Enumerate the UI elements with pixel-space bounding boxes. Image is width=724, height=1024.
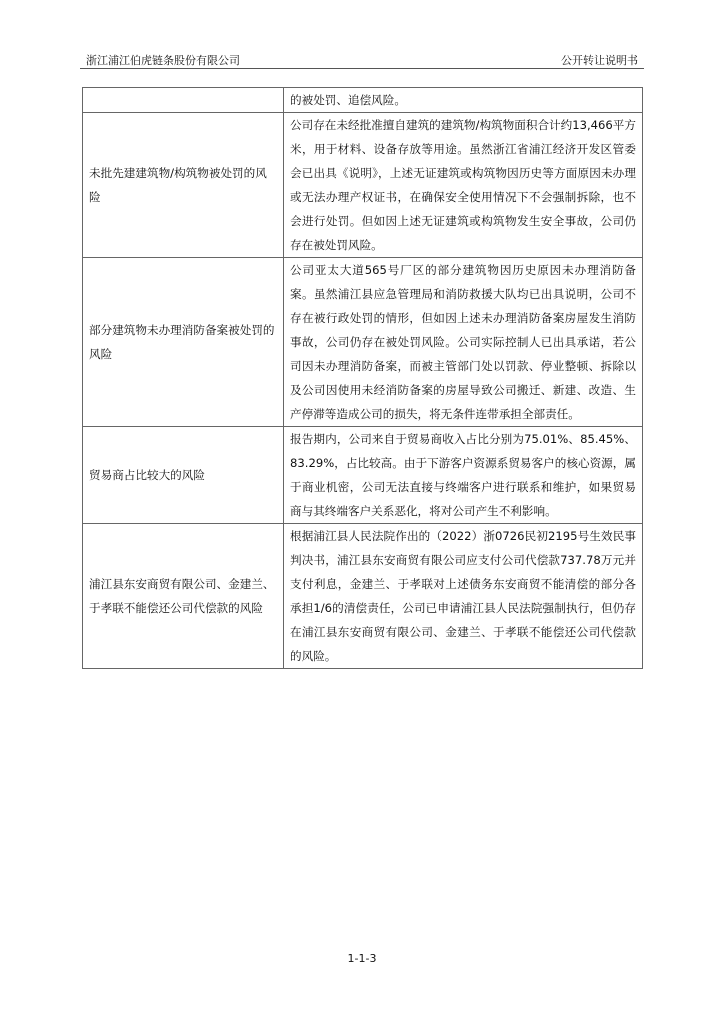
risk-description-cell: 的被处罚、追偿风险。 <box>284 88 643 113</box>
risk-description-cell: 公司存在未经批准擅自建筑的建筑物/构筑物面积合计约13,466平方米，用于材料、设备存放等用途。虽然浙江省浦江经济开发区管委会已出具《说明》，上述无证建筑或构筑物因历史等方面原因未办理或无法办理产权证书，在确保安全使用情况下不会强制拆除，也不会进行处罚。但如因上述无证建筑或构筑物发生安全事故，公司仍存在被处罚风险。 <box>284 113 643 258</box>
table-row <box>83 258 643 427</box>
document-title: 公开转让说明书 <box>561 54 638 67</box>
table-row <box>83 88 643 113</box>
risk-description-cell: 公司亚太大道565号厂区的部分建筑物因历史原因未办理消防备案。虽然浦江县应急管理局和消防救援大队均已出具说明，公司不存在被行政处罚的情形，但如因上述未办理消防备案房屋发生消防事故，公司仍存在被处罚风险。公司实际控制人已出具承诺，若公司因未办理消防备案，而被主管部门处以罚款、停业整顿、拆除以及公司因使用未经消防备案的房屋导致公司搬迁、新建、改造、生产停滞等造成公司的损失，将无条件连带承担全部责任。 <box>284 258 643 427</box>
risk-table <box>82 87 643 669</box>
risk-name-cell: 浦江县东安商贸有限公司、金建兰、于孝联不能偿还公司代偿款的风险 <box>83 524 284 669</box>
table-row <box>83 524 643 669</box>
risk-description-cell: 根据浦江县人民法院作出的（2022）浙0726民初2195号生效民事判决书，浦江县东安商贸有限公司应支付公司代偿款737.78万元并支付利息，金建兰、于孝联对上述债务东安商贸不能清偿的部分各承担1/6的清偿责任，公司已申请浦江县人民法院强制执行，但仍存在浦江县东安商贸有限公司、金建兰、于孝联不能偿还公司代偿款的风险。 <box>284 524 643 669</box>
risk-name-cell <box>83 88 284 113</box>
risk-description-cell: 报告期内，公司来自于贸易商收入占比分别为75.01%、85.45%、83.29%，占比较高。由于下游客户资源系贸易客户的核心资源，属于商业机密，公司无法直接与终端客户进行联系和维护，如果贸易商与其终端客户关系恶化，将对公司产生不利影响。 <box>284 427 643 524</box>
risk-name-cell: 贸易商占比较大的风险 <box>83 427 284 524</box>
page-number: 1-1-3 <box>347 952 377 965</box>
table-row <box>83 427 643 524</box>
risk-name-cell: 部分建筑物未办理消防备案被处罚的风险 <box>83 258 284 427</box>
company-name: 浙江浦江伯虎链条股份有限公司 <box>86 54 240 67</box>
page-header <box>80 48 644 69</box>
table-row <box>83 113 643 258</box>
risk-name-cell: 未批先建建筑物/构筑物被处罚的风险 <box>83 113 284 258</box>
